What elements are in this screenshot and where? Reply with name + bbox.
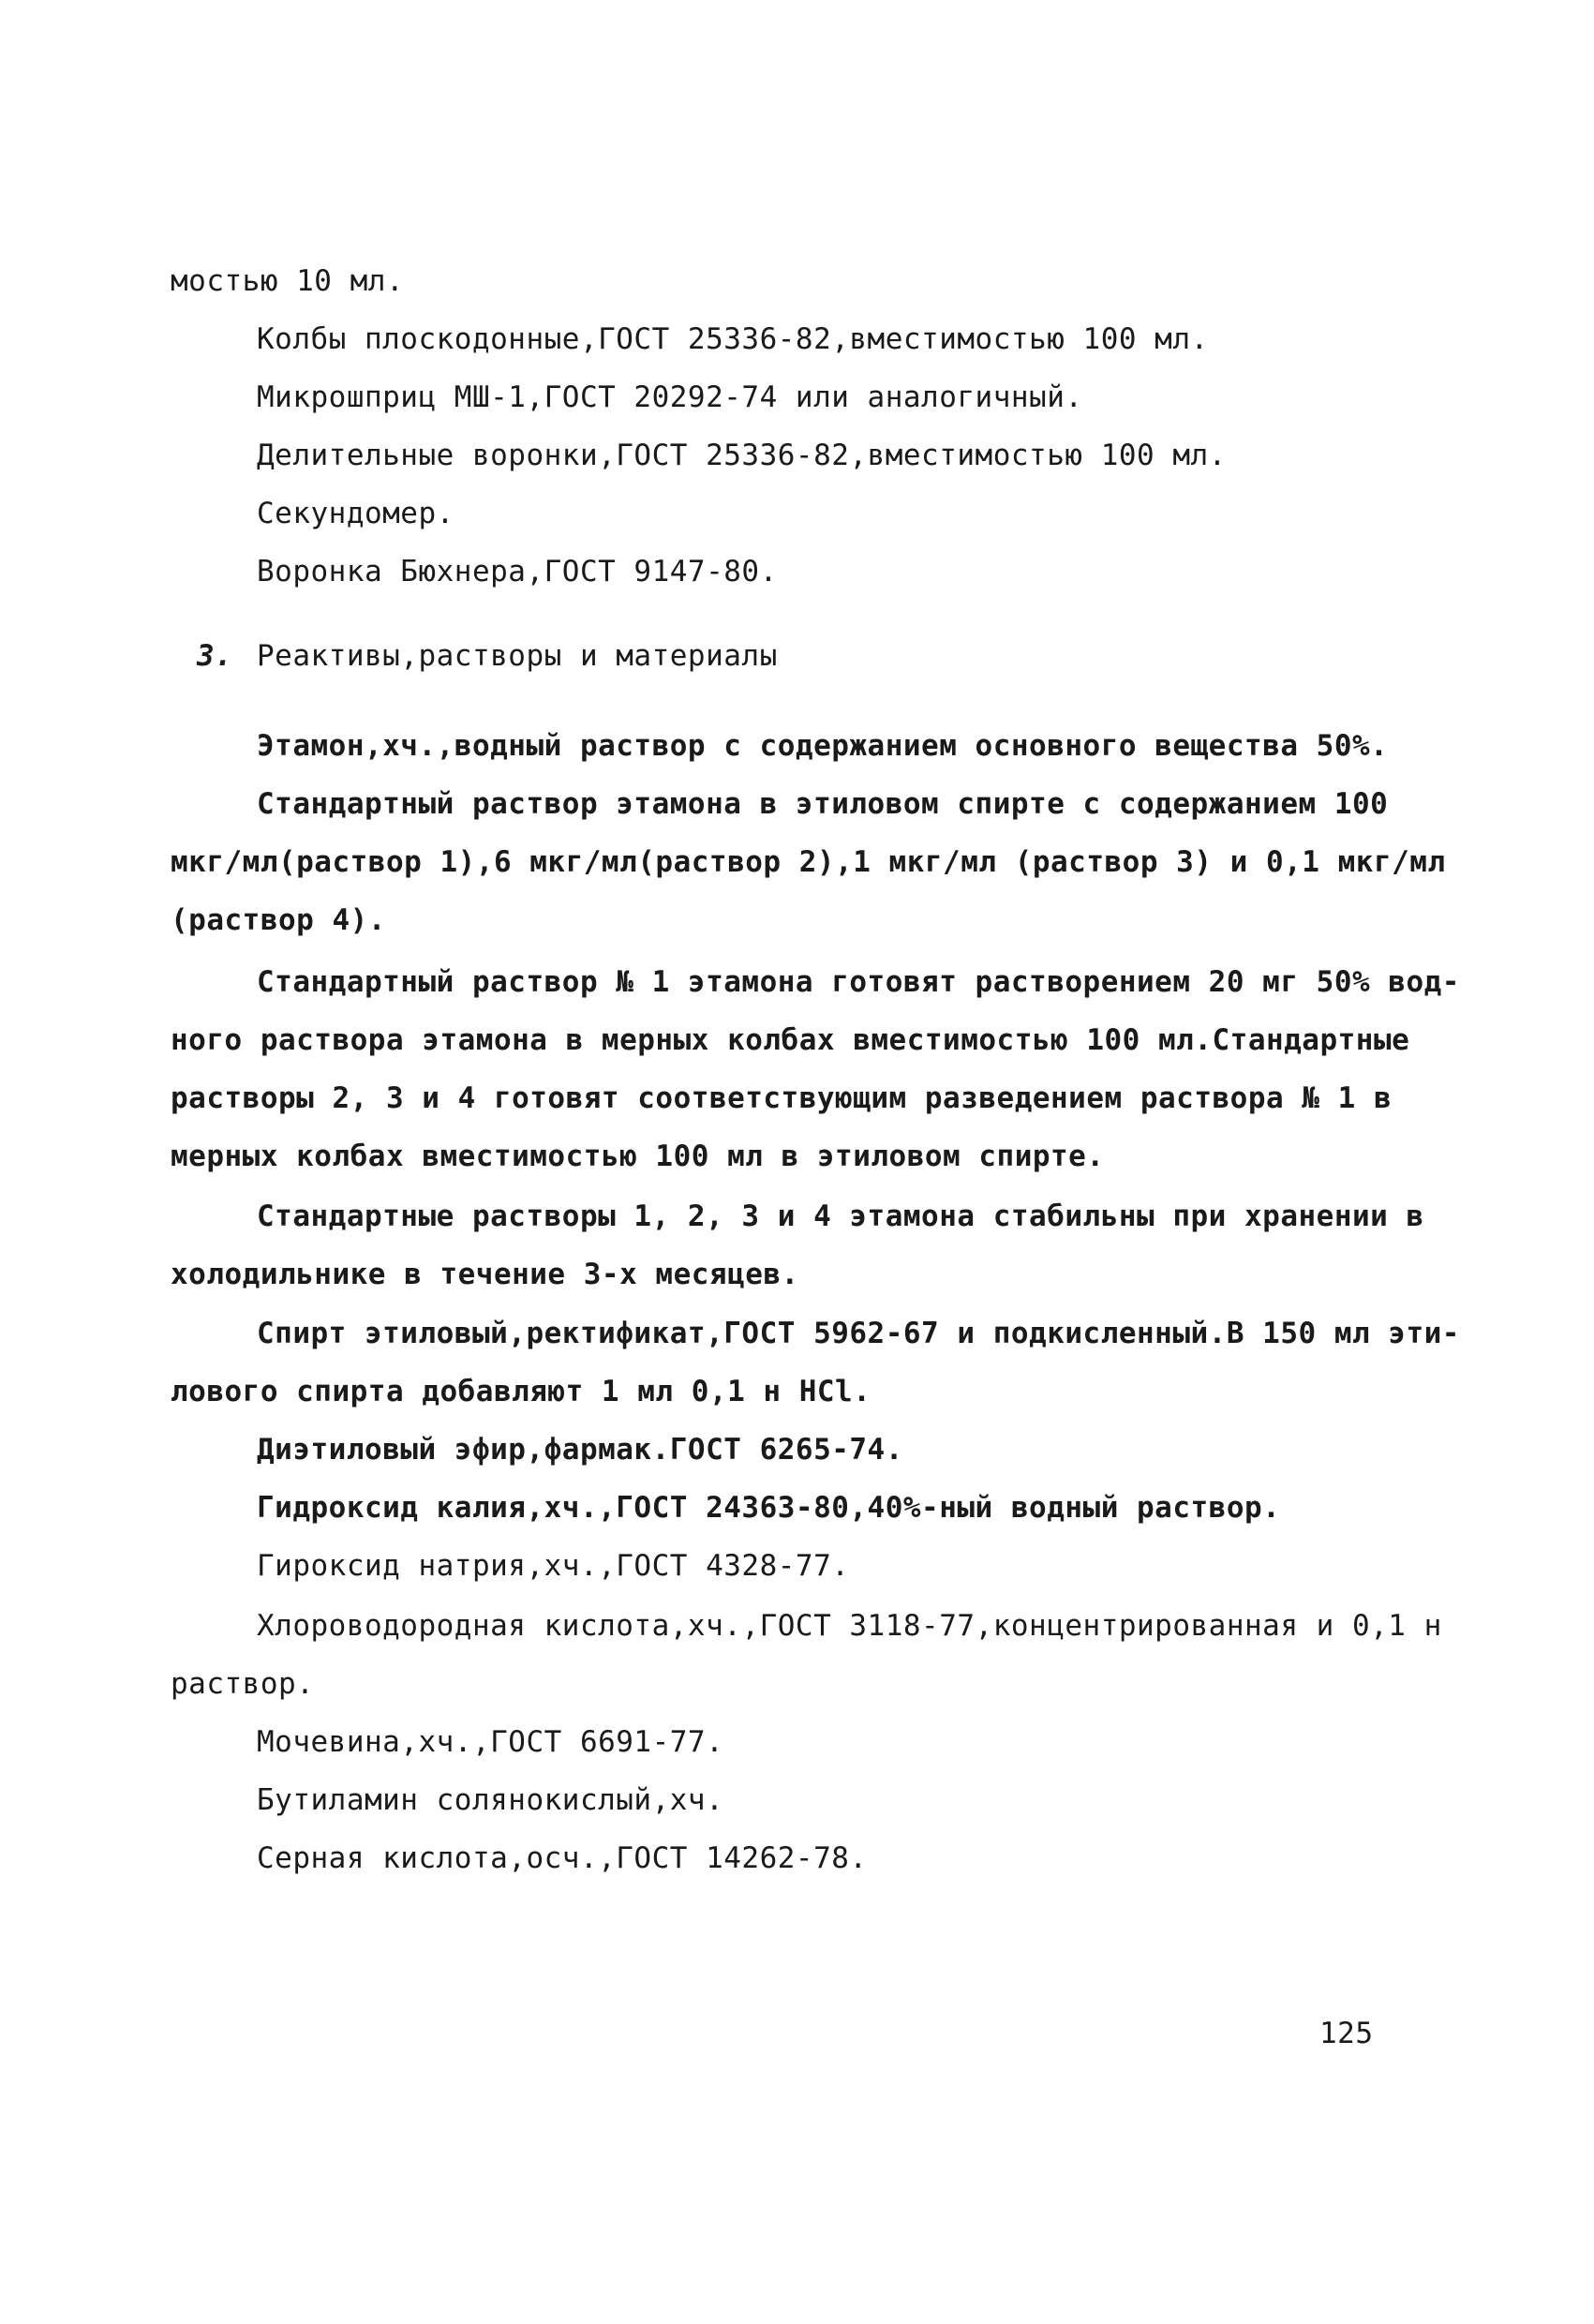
equipment-line-continued: мостью 10 мл. [171,264,405,298]
section-number: 3. [197,639,233,673]
reagent-hydrochloric-acid: Хлороводородная кислота,хч.,ГОСТ 3118-77,концентрированная и 0,1 н [257,1609,1442,1643]
equipment-item-flasks: Колбы плоскодонные,ГОСТ 25336-82,вместимостью 100 мл. [257,322,1209,356]
standard-solution-line: (раствор 4). [171,903,386,937]
equipment-item-microsyringe: Микрошприц МШ-1,ГОСТ 20292-74 или аналогичный. [257,380,1083,414]
reagent-potassium-hydroxide: Гидроксид калия,хч.,ГОСТ 24363-80,40%-ный водный раствор. [257,1491,1281,1525]
reagent-etamon: Этамон,хч.,водный раствор с содержанием основного вещества 50%. [257,729,1389,763]
stability-line: Стандартные растворы 1, 2, 3 и 4 этамона стабильны при хранении в [257,1199,1424,1233]
standard-solution-line: мкг/мл(раствор 1),6 мкг/мл(раствор 2),1 мкг/мл (раствор 3) и 0,1 мкг/мл [171,845,1446,879]
preparation-line: ного раствора этамона в мерных колбах вместимостью 100 мл.Стандартные [171,1023,1410,1057]
standard-solution-line: Стандартный раствор этамона в этиловом спирте с содержанием 100 [257,787,1389,821]
equipment-item-separatory-funnels: Делительные воронки,ГОСТ 25336-82,вместимостью 100 мл. [257,439,1227,472]
preparation-line: растворы 2, 3 и 4 готовят соответствующим разведением раствора № 1 в [171,1081,1393,1115]
preparation-line: мерных колбах вместимостью 100 мл в этиловом спирте. [171,1140,1105,1173]
stability-line: холодильнике в течение 3-х месяцев. [171,1258,799,1291]
reagent-sulfuric-acid: Серная кислота,осч.,ГОСТ 14262-78. [257,1841,868,1875]
preparation-line: Стандартный раствор № 1 этамона готовят растворением 20 мг 50% вод- [257,965,1460,999]
equipment-item-buchner-funnel: Воронка Бюхнера,ГОСТ 9147-80. [257,555,778,588]
reagent-ethanol-continued: лового спирта добавляют 1 мл 0,1 н HCl. [171,1375,871,1408]
reagent-ethanol: Спирт этиловый,ректификат,ГОСТ 5962-67 и подкисленный.В 150 мл эти- [257,1317,1460,1350]
reagent-butylamine: Бутиламин солянокислый,хч. [257,1783,724,1817]
reagent-urea: Мочевина,хч.,ГОСТ 6691-77. [257,1725,724,1759]
equipment-item-stopwatch: Секундомер. [257,497,454,530]
reagent-hydrochloric-acid-continued: раствор. [171,1667,315,1701]
section-title: Реактивы,растворы и материалы [257,639,778,673]
page-number: 125 [1319,2017,1374,2050]
reagent-sodium-hydroxide: Гироксид натрия,хч.,ГОСТ 4328-77. [257,1549,850,1583]
reagent-diethyl-ether: Диэтиловый эфир,фармак.ГОСТ 6265-74. [257,1433,903,1467]
